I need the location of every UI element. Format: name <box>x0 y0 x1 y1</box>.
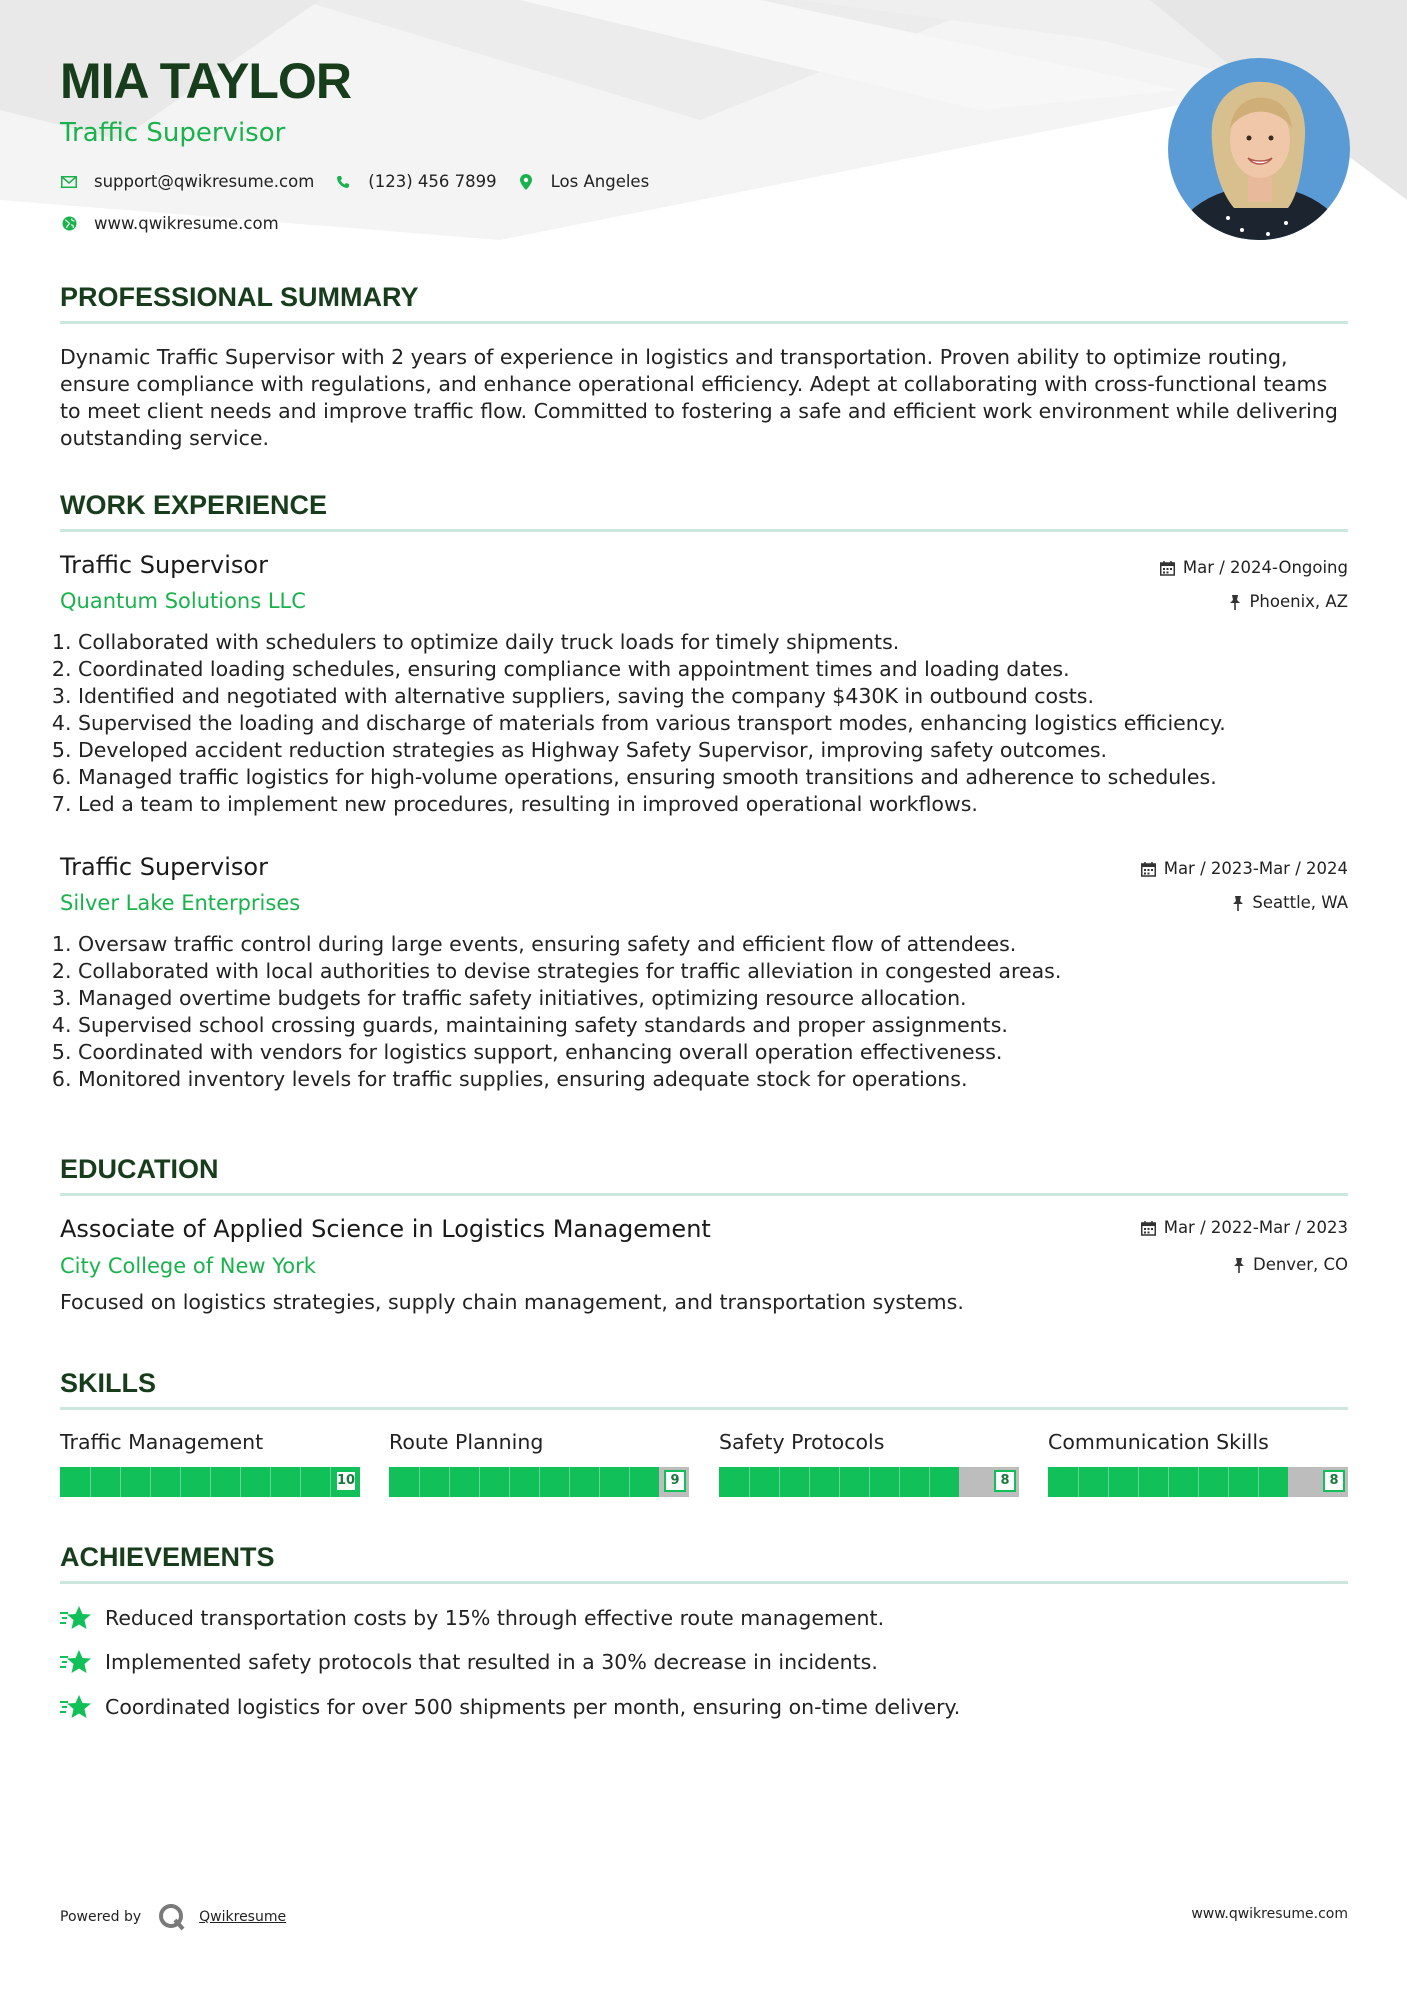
skill-bar-segment <box>330 1467 331 1497</box>
contact-phone[interactable] <box>334 172 496 191</box>
skills-divider <box>60 1407 1348 1410</box>
list-item: 2. Collaborated with local authorities to devise strategies for traffic alleviation in congested areas. <box>78 958 1348 985</box>
skill-name: Route Planning <box>389 1430 544 1454</box>
skill-bar-segment <box>1258 1467 1259 1497</box>
skill-bar-segment <box>1138 1467 1139 1497</box>
skill-level-badge: 10 <box>335 1470 357 1492</box>
list-item: 4. Supervised school crossing guards, maintaining safety standards and proper assignments. <box>78 1012 1348 1039</box>
skill-name: Traffic Management <box>60 1430 264 1454</box>
skill-bar-segment <box>809 1467 810 1497</box>
job-2-dates-text: Mar / 2023-Mar / 2024 <box>1163 859 1348 878</box>
skill-bar-segment <box>300 1467 301 1497</box>
skill-bar-segment <box>1078 1467 1079 1497</box>
job-1-location-text: Phoenix, AZ <box>1249 592 1348 611</box>
calendar-icon <box>1141 862 1156 877</box>
contact-row-2 <box>60 214 299 233</box>
job-2-bullets <box>60 931 1348 1093</box>
job-2-title: Traffic Supervisor <box>60 853 268 881</box>
calendar-icon <box>1141 1221 1156 1236</box>
education-dates <box>1141 1220 1348 1237</box>
achievements-heading: ACHIEVEMENTS <box>60 1542 275 1572</box>
skill-bar-segment <box>1228 1467 1229 1497</box>
skill-bar <box>1048 1467 1348 1497</box>
job-1-title: Traffic Supervisor <box>60 551 268 579</box>
qwikresume-link[interactable]: Qwikresume <box>199 1909 287 1925</box>
list-item: 1. Oversaw traffic control during large events, ensuring safety and efficient flow of attendees. <box>78 931 1348 958</box>
achievement-text: Reduced transportation costs by 15% through effective route management. <box>105 1606 885 1630</box>
phone-icon <box>334 173 352 191</box>
contact-location <box>517 172 650 191</box>
achievement-item <box>60 1605 884 1631</box>
skill-bar <box>719 1467 1019 1497</box>
skill-bar-segment <box>180 1467 181 1497</box>
phone-text: (123) 456 7899 <box>368 172 497 191</box>
skill-item <box>389 1432 689 1497</box>
achievement-item <box>60 1649 878 1675</box>
skill-bar-segment <box>569 1467 570 1497</box>
skills-heading: SKILLS <box>60 1368 157 1398</box>
skill-level-badge: 8 <box>994 1470 1016 1492</box>
skill-bar-segment <box>599 1467 600 1497</box>
job-2-dates <box>1141 861 1348 878</box>
star-icon <box>60 1694 92 1720</box>
skill-bar-segment <box>779 1467 780 1497</box>
skill-bar-segment <box>839 1467 840 1497</box>
contact-row-1 <box>60 172 669 191</box>
achievement-text: Coordinated logistics for over 500 shipments per month, ensuring on-time delivery. <box>105 1695 961 1719</box>
education-description: Focused on logistics strategies, supply chain management, and transportation systems. <box>60 1290 964 1314</box>
calendar-icon <box>1160 561 1175 576</box>
skill-bar-segment <box>240 1467 241 1497</box>
list-item: 2. Coordinated loading schedules, ensuring compliance with appointment times and loading dates. <box>78 656 1348 683</box>
skill-bar-segment <box>869 1467 870 1497</box>
skill-bar-segment <box>929 1467 930 1497</box>
skill-bar <box>389 1467 689 1497</box>
education-dates-text: Mar / 2022-Mar / 2023 <box>1163 1218 1348 1237</box>
skill-item <box>719 1432 1019 1497</box>
skill-bar-segment <box>509 1467 510 1497</box>
skill-level-badge: 9 <box>664 1470 686 1492</box>
achievements-divider <box>60 1581 1348 1584</box>
footer-powered-by <box>60 1902 286 1932</box>
list-item: 6. Managed traffic logistics for high-volume operations, ensuring smooth transitions and adherence to schedules. <box>78 764 1348 791</box>
education-location <box>1233 1257 1348 1274</box>
skill-bar-segment <box>1168 1467 1169 1497</box>
skill-bar-segment <box>1108 1467 1109 1497</box>
job-1-dates <box>1160 560 1348 577</box>
contact-email[interactable] <box>60 172 314 191</box>
contact-website[interactable] <box>60 214 279 233</box>
education-degree: Associate of Applied Science in Logistics Management <box>60 1215 711 1243</box>
experience-divider <box>60 529 1348 532</box>
education-heading: EDUCATION <box>60 1154 219 1184</box>
education-school: City College of New York <box>60 1254 316 1278</box>
list-item: 7. Led a team to implement new procedures, resulting in improved operational workflows. <box>78 791 1348 818</box>
job-2-location-text: Seattle, WA <box>1252 893 1348 912</box>
achievement-item <box>60 1694 960 1720</box>
skill-bar-segment <box>150 1467 151 1497</box>
map-pin-icon <box>517 173 535 191</box>
skill-name: Communication Skills <box>1048 1430 1269 1454</box>
skill-bar <box>60 1467 360 1497</box>
education-divider <box>60 1193 1348 1196</box>
pushpin-icon <box>1232 896 1244 911</box>
star-icon <box>60 1605 92 1631</box>
pushpin-icon <box>1233 1258 1245 1273</box>
summary-divider <box>60 321 1348 324</box>
profile-photo <box>1168 58 1350 240</box>
skill-bar-segment <box>899 1467 900 1497</box>
job-1-dates-text: Mar / 2024-Ongoing <box>1182 558 1348 577</box>
skill-bar-segment <box>539 1467 540 1497</box>
qwikresume-logo-icon <box>157 1902 187 1932</box>
skill-bar-segment <box>120 1467 121 1497</box>
skill-bar-segment <box>479 1467 480 1497</box>
job-1-company: Quantum Solutions LLC <box>60 589 306 613</box>
list-item: 6. Monitored inventory levels for traffic supplies, ensuring adequate stock for operations. <box>78 1066 1348 1093</box>
education-location-text: Denver, CO <box>1252 1255 1348 1274</box>
footer-website[interactable]: www.qwikresume.com <box>1191 1906 1348 1922</box>
list-item: 1. Collaborated with schedulers to optimize daily truck loads for timely shipments. <box>78 629 1348 656</box>
skill-item <box>60 1432 360 1497</box>
list-item: 3. Managed overtime budgets for traffic safety initiatives, optimizing resource allocation. <box>78 985 1348 1012</box>
summary-text: Dynamic Traffic Supervisor with 2 years of experience in logistics and transportation. Proven ability to optimize routing, ensure compliance with regulations, and enhance operational efficiency. Adept at collaborating with cross-functional teams to meet client needs and improve traffic flow. Committed to fostering a safe and efficient work environment while delivering outstanding service. <box>60 345 1338 450</box>
experience-heading: WORK EXPERIENCE <box>60 490 328 520</box>
skill-bar-segment <box>270 1467 271 1497</box>
website-text: www.qwikresume.com <box>94 214 279 233</box>
envelope-icon <box>60 173 78 191</box>
skill-bar-segment <box>449 1467 450 1497</box>
pushpin-icon <box>1229 595 1241 610</box>
list-item: 3. Identified and negotiated with alternative suppliers, saving the company $430K in outbound costs. <box>78 683 1348 710</box>
skill-item <box>1048 1432 1348 1497</box>
candidate-title: Traffic Supervisor <box>60 118 286 148</box>
job-1-location <box>1229 594 1348 611</box>
skill-bar-fill <box>389 1467 659 1497</box>
skill-level-badge: 8 <box>1323 1470 1345 1492</box>
powered-by-label: Powered by <box>60 1909 142 1925</box>
skill-bar-segment <box>629 1467 630 1497</box>
skill-name: Safety Protocols <box>719 1430 885 1454</box>
achievement-text: Implemented safety protocols that resulted in a 30% decrease in incidents. <box>105 1650 878 1674</box>
star-icon <box>60 1649 92 1675</box>
skill-bar-segment <box>210 1467 211 1497</box>
job-2-company: Silver Lake Enterprises <box>60 891 301 915</box>
list-item: 5. Developed accident reduction strategies as Highway Safety Supervisor, improving safety outcomes. <box>78 737 1348 764</box>
list-item: 4. Supervised the loading and discharge of materials from various transport modes, enhancing logistics efficiency. <box>78 710 1348 737</box>
list-item: 5. Coordinated with vendors for logistics support, enhancing overall operation effectiveness. <box>78 1039 1348 1066</box>
candidate-name: MIA TAYLOR <box>60 53 351 109</box>
job-2-location <box>1232 895 1348 912</box>
location-text: Los Angeles <box>550 172 650 191</box>
job-1-bullets <box>60 629 1348 818</box>
skill-bar-segment <box>90 1467 91 1497</box>
summary-heading: PROFESSIONAL SUMMARY <box>60 282 419 312</box>
email-text: support@qwikresume.com <box>94 172 315 191</box>
globe-icon <box>60 215 78 233</box>
skill-bar-segment <box>419 1467 420 1497</box>
skill-bar-segment <box>749 1467 750 1497</box>
skill-bar-segment <box>1198 1467 1199 1497</box>
